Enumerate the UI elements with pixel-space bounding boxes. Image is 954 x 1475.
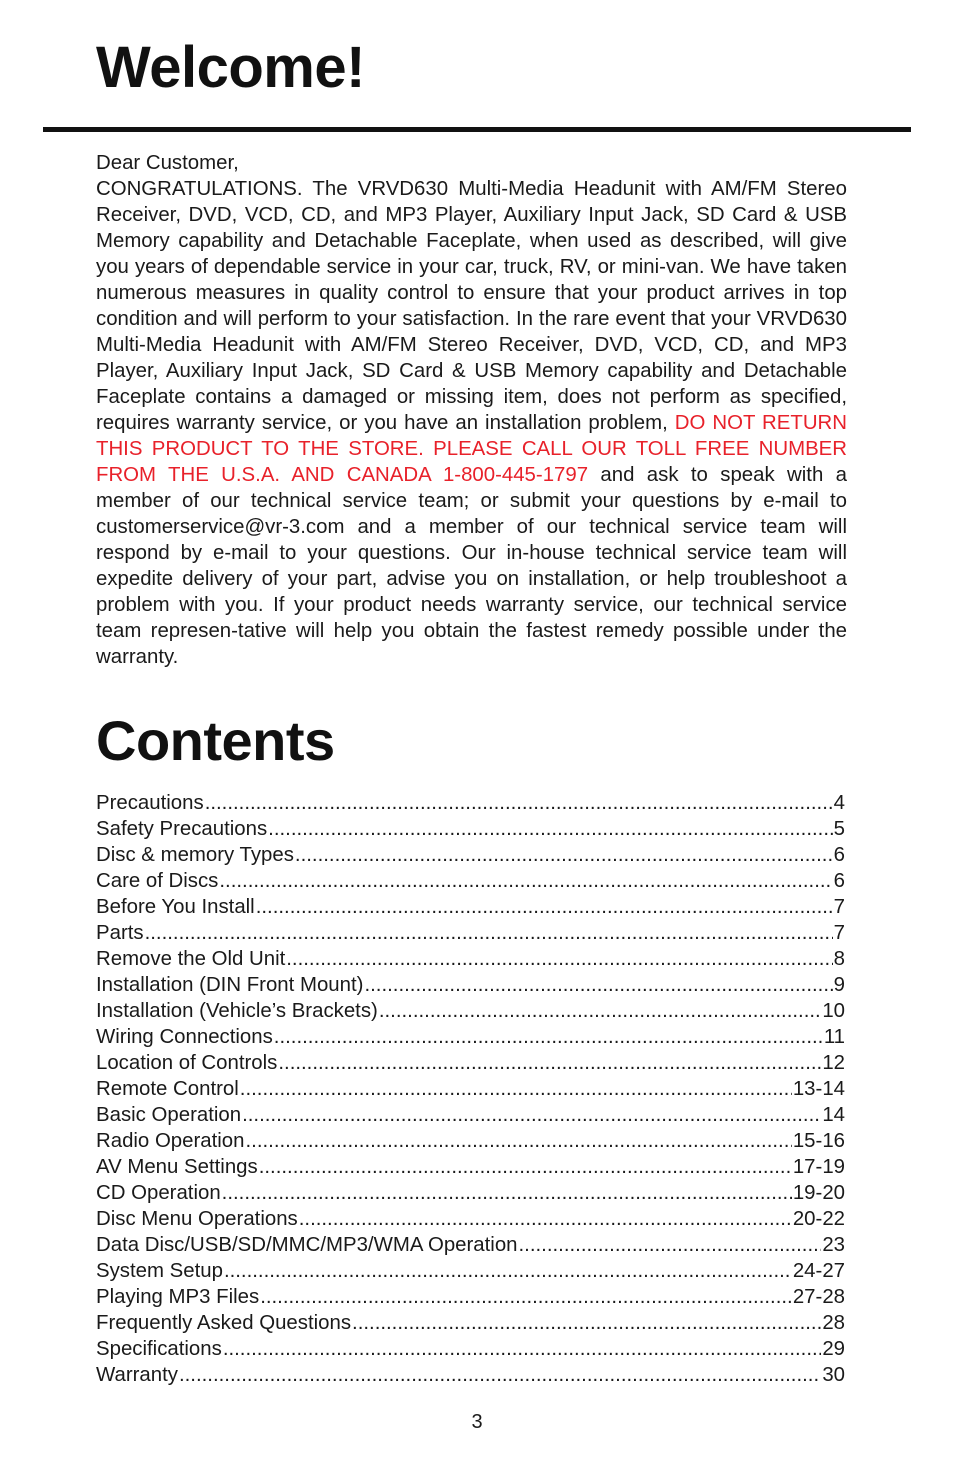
toc-entry-title: Playing MP3 Files xyxy=(96,1286,260,1308)
toc-entry-page: 7 xyxy=(833,922,845,944)
toc-entry xyxy=(96,790,845,816)
toc-entry-title: CD Operation xyxy=(96,1182,221,1204)
toc-dot-leader xyxy=(222,1180,792,1206)
letter-body xyxy=(96,176,847,670)
toc-dot-leader xyxy=(205,790,833,816)
toc-entry xyxy=(96,1050,845,1076)
toc-entry xyxy=(96,1284,845,1310)
toc-entry-page: 12 xyxy=(822,1052,845,1074)
toc-dot-leader xyxy=(223,1336,822,1362)
toc-dot-leader xyxy=(299,1206,792,1232)
welcome-letter xyxy=(96,150,847,670)
toc-entry-title: Remote Control xyxy=(96,1078,239,1100)
toc-entry-title: Radio Operation xyxy=(96,1130,245,1152)
toc-entry-title: System Setup xyxy=(96,1260,223,1282)
toc-entry-title: Before You Install xyxy=(96,896,255,918)
toc-entry xyxy=(96,1362,845,1388)
toc-entry-title: Precautions xyxy=(96,792,204,814)
toc-entry-title: Basic Operation xyxy=(96,1104,242,1126)
toc-entry-page: 6 xyxy=(833,870,845,892)
toc-dot-leader xyxy=(278,1050,821,1076)
toc-entry xyxy=(96,998,845,1024)
toc-entry xyxy=(96,1232,845,1258)
toc-dot-leader xyxy=(256,894,833,920)
toc-entry-page: 20-22 xyxy=(792,1208,845,1230)
toc-entry-page: 14 xyxy=(822,1104,845,1126)
toc-entry-title: Parts xyxy=(96,922,144,944)
toc-dot-leader xyxy=(242,1102,821,1128)
toc-dot-leader xyxy=(268,816,833,842)
toc-entry-page: 10 xyxy=(822,1000,845,1022)
toc-entry-page: 17-19 xyxy=(792,1156,845,1178)
toc-entry-title: Installation (DIN Front Mount) xyxy=(96,974,364,996)
toc-entry xyxy=(96,920,845,946)
toc-dot-leader xyxy=(259,1154,792,1180)
toc-entry-title: Warranty xyxy=(96,1364,178,1386)
toc-entry-page: 8 xyxy=(833,948,845,970)
toc-entry xyxy=(96,842,845,868)
toc-entry-title: Frequently Asked Questions xyxy=(96,1312,352,1334)
toc-entry-title: Disc & memory Types xyxy=(96,844,294,866)
toc-entry xyxy=(96,1310,845,1336)
toc-entry xyxy=(96,1076,845,1102)
toc-entry-title: Data Disc/USB/SD/MMC/MP3/WMA Operation xyxy=(96,1234,518,1256)
toc-entry-title: AV Menu Settings xyxy=(96,1156,258,1178)
toc-entry-title: Installation (Vehicle’s Brackets) xyxy=(96,1000,378,1022)
table-of-contents xyxy=(96,790,845,1388)
toc-entry-page: 15-16 xyxy=(792,1130,845,1152)
toc-entry xyxy=(96,1154,845,1180)
toc-dot-leader xyxy=(260,1284,792,1310)
toc-dot-leader xyxy=(219,868,832,894)
toc-entry-page: 7 xyxy=(833,896,845,918)
toc-dot-leader xyxy=(274,1024,823,1050)
toc-entry xyxy=(96,1336,845,1362)
toc-dot-leader xyxy=(145,920,833,946)
toc-dot-leader xyxy=(519,1232,822,1258)
toc-dot-leader xyxy=(286,946,832,972)
toc-entry-page: 30 xyxy=(822,1364,845,1386)
contents-title: Contents xyxy=(96,709,335,772)
toc-entry-page: 13-14 xyxy=(792,1078,845,1100)
warning-text: DO NOT RETURN THIS PRODUCT TO THE STORE. PLEASE CALL OUR TOLL FREE NUMBER FROM THE U.S.A. AND CANADA 1-800-445-1797 xyxy=(96,412,847,486)
toc-entry-page: 27-28 xyxy=(792,1286,845,1308)
toc-entry xyxy=(96,1024,845,1050)
page-number: 3 xyxy=(471,1411,483,1433)
toc-dot-leader xyxy=(179,1362,821,1388)
toc-dot-leader xyxy=(246,1128,792,1154)
toc-entry xyxy=(96,1206,845,1232)
toc-entry xyxy=(96,1128,845,1154)
toc-entry xyxy=(96,972,845,998)
toc-entry-page: 9 xyxy=(833,974,845,996)
greeting: Dear Customer, xyxy=(96,152,239,174)
toc-entry-title: Location of Controls xyxy=(96,1052,278,1074)
toc-entry-page: 29 xyxy=(822,1338,845,1360)
toc-dot-leader xyxy=(224,1258,792,1284)
toc-entry-page: 24-27 xyxy=(792,1260,845,1282)
toc-entry xyxy=(96,894,845,920)
toc-entry-title: Safety Precautions xyxy=(96,818,268,840)
welcome-title: Welcome! xyxy=(96,35,365,100)
toc-dot-leader xyxy=(240,1076,792,1102)
toc-entry-page: 5 xyxy=(833,818,845,840)
toc-entry xyxy=(96,1258,845,1284)
toc-entry-page: 11 xyxy=(823,1026,845,1048)
toc-entry-page: 23 xyxy=(822,1234,845,1256)
toc-entry xyxy=(96,1102,845,1128)
letter-text-part2: and ask to speak with a member of our technical service team; or submit your questions by e-mail to customerservice@vr-3.com and a member of our technical service team will respond by e-mail to your questions. Our in-house technical service team will expedite delivery of your part, advise you on installation, or help troubleshoot a problem with you. If your product needs warranty service, our technical service team represen-tative will help you obtain the fastest remedy possible under the warranty. xyxy=(96,464,847,668)
toc-entry-title: Remove the Old Unit xyxy=(96,948,286,970)
toc-entry-page: 19-20 xyxy=(792,1182,845,1204)
toc-dot-leader xyxy=(295,842,833,868)
toc-entry-title: Care of Discs xyxy=(96,870,219,892)
toc-entry xyxy=(96,1180,845,1206)
toc-entry-title: Disc Menu Operations xyxy=(96,1208,298,1230)
toc-dot-leader xyxy=(379,998,821,1024)
toc-entry-page: 28 xyxy=(822,1312,845,1334)
toc-entry-page: 4 xyxy=(833,792,845,814)
toc-entry xyxy=(96,816,845,842)
toc-entry-page: 6 xyxy=(833,844,845,866)
toc-entry xyxy=(96,868,845,894)
toc-entry xyxy=(96,946,845,972)
toc-entry-title: Wiring Connections xyxy=(96,1026,273,1048)
toc-dot-leader xyxy=(364,972,832,998)
toc-entry-title: Specifications xyxy=(96,1338,222,1360)
header-divider xyxy=(43,127,911,132)
toc-dot-leader xyxy=(352,1310,821,1336)
letter-text-part1: CONGRATULATIONS. The VRVD630 Multi-Media Headunit with AM/FM Stereo Receiver, DVD, VCD, CD, and MP3 Player, Auxiliary Input Jack, SD Card & USB Memory capability and Detachable Faceplate, when used as described, will give you years of dependable service in your car, truck, RV, or mini-van. We have taken numerous measures in quality control to ensure that your product arrives in top condition and will perform to your satisfaction. In the rare event that your VRVD630 Multi-Media Headunit with AM/FM Stereo Receiver, DVD, VCD, CD, and MP3 Player, Auxiliary Input Jack, SD Card & USB Memory capability and Detachable Faceplate contains a damaged or missing item, does not perform as specified, requires warranty service, or you have an installation problem, xyxy=(96,178,847,434)
